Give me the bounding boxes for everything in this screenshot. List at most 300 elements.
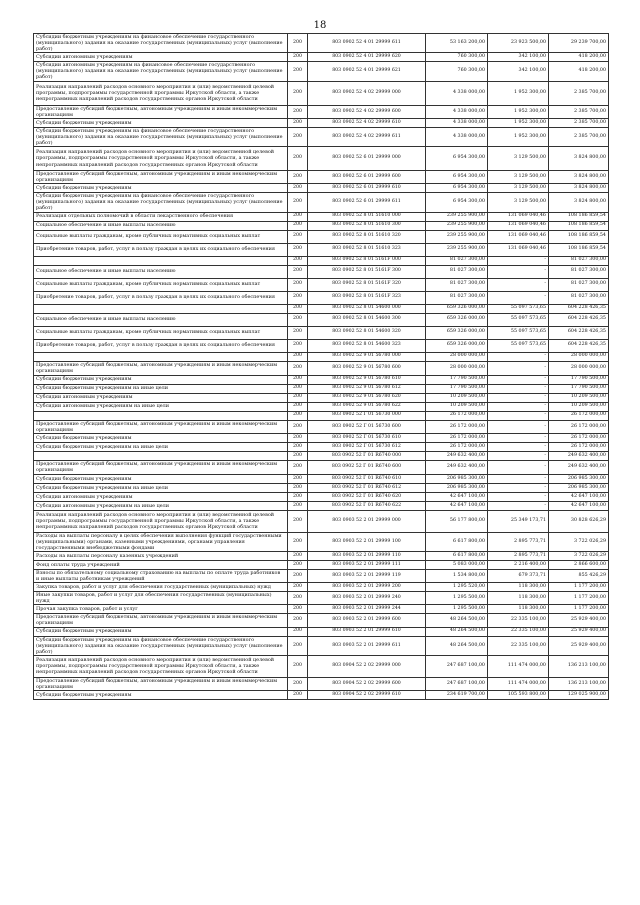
row-approved: 81 027 300,00	[426, 278, 488, 291]
row-executed: 55 097 573,65	[488, 313, 549, 326]
table-row	[34, 451, 609, 460]
table-row	[34, 243, 609, 256]
row-code: 200	[288, 492, 308, 501]
row-code: 200	[288, 147, 308, 171]
row-name: Предоставление субсидий бюджетным, автономным учреждениям и иным некоммерческим организациям	[34, 677, 288, 690]
row-approved: 659 326 000,00	[426, 304, 488, 313]
row-executed: 22 335 100,00	[488, 636, 549, 655]
row-remaining: 25 929 400,00	[549, 627, 609, 636]
row-executed: 131 069 040,46	[488, 230, 549, 243]
table-row	[34, 691, 609, 700]
row-remaining: 42 647 100,00	[549, 501, 609, 510]
row-classifier: 803 0903 52 2 01 29999 610	[308, 627, 426, 636]
row-remaining: 10 209 500,00	[549, 393, 609, 402]
row-classifier: 803 0902 52 8 01 5161F 300	[308, 265, 426, 278]
row-executed: 118 300,00	[488, 592, 549, 605]
row-code: 200	[288, 243, 308, 256]
row-executed: -	[488, 420, 549, 433]
row-classifier: 803 0902 52 4 02 29999 000	[308, 81, 426, 105]
row-executed: 679 373,71	[488, 569, 549, 582]
row-code: 200	[288, 393, 308, 402]
row-code: 200	[288, 677, 308, 690]
row-name: Субсидии бюджетным учреждениям	[34, 184, 288, 193]
row-code: 200	[288, 105, 308, 118]
row-approved: 81 027 300,00	[426, 256, 488, 265]
row-remaining: 28 000 000,00	[549, 352, 609, 361]
row-classifier: 803 0903 52 2 01 29999 200	[308, 583, 426, 592]
row-classifier: 803 0903 52 2 01 29999 119	[308, 569, 426, 582]
row-name: Субсидии бюджетным учреждениям	[34, 627, 288, 636]
row-classifier: 803 0902 52 8 01 54600 323	[308, 339, 426, 352]
row-approved: 206 985 300,00	[426, 474, 488, 483]
row-approved: 6 954 300,00	[426, 193, 488, 212]
row-approved: 247 687 100,00	[426, 677, 488, 690]
row-name: Субсидии автономным учреждениям	[34, 393, 288, 402]
row-code: 200	[288, 569, 308, 582]
table-row	[34, 433, 609, 442]
row-approved: 4 338 000,00	[426, 127, 488, 146]
row-name: Расходы на выплаты персоналу в целях обеспечения выполнения функций государственными (муниципальными) органами, казенными учреждениями, органами управления государственными внебюджетными фондами	[34, 532, 288, 551]
row-approved: 10 209 500,00	[426, 402, 488, 411]
row-approved: 249 632 400,00	[426, 460, 488, 474]
row-classifier: 803 0902 52 6 01 29999 600	[308, 171, 426, 184]
row-remaining: 1 177 200,00	[549, 583, 609, 592]
table-row	[34, 118, 609, 127]
row-remaining: 3 824 800,00	[549, 171, 609, 184]
row-name	[34, 304, 288, 313]
budget-table	[33, 33, 609, 700]
row-executed: -	[488, 265, 549, 278]
row-classifier: 803 0902 52 Г 01 R6740 000	[308, 451, 426, 460]
row-executed: 2 216 400,00	[488, 560, 549, 569]
table-row	[34, 583, 609, 592]
row-classifier: 803 0902 52 Г 01 R6740 622	[308, 501, 426, 510]
row-classifier: 803 0904 52 2 02 29999 610	[308, 691, 426, 700]
row-classifier: 803 0902 52 4 01 29999 620	[308, 53, 426, 62]
row-remaining: 29 239 700,00	[549, 34, 609, 53]
row-code: 200	[288, 352, 308, 361]
row-name: Взносы по обязательному социальному страхованию на выплаты по оплате труда работников и иные выплаты работникам учреждений	[34, 569, 288, 582]
row-approved: 6 954 300,00	[426, 184, 488, 193]
row-classifier: 803 0903 52 2 01 29999 611	[308, 636, 426, 655]
row-code: 200	[288, 627, 308, 636]
table-row	[34, 592, 609, 605]
table-row	[34, 81, 609, 105]
table-row	[34, 127, 609, 146]
table-row	[34, 147, 609, 171]
row-classifier: 803 0903 52 2 01 29999 110	[308, 551, 426, 560]
row-code: 200	[288, 592, 308, 605]
row-executed: -	[488, 501, 549, 510]
table-row	[34, 375, 609, 384]
row-name: Реализация направлений расходов основного мероприятия и (или) ведомственной целевой программы, подпрограммы государственной программы Иркутской области, а также непрограммных направлений расходов государственных органов Иркутской области	[34, 510, 288, 532]
row-executed: -	[488, 451, 549, 460]
row-name	[34, 256, 288, 265]
row-name: Приобретение товаров, работ, услуг в пользу граждан в целях их социального обеспечения	[34, 291, 288, 304]
table-row	[34, 212, 609, 221]
row-approved: 10 209 500,00	[426, 393, 488, 402]
table-row	[34, 483, 609, 492]
row-classifier: 803 0903 52 2 01 29999 100	[308, 532, 426, 551]
row-executed: -	[488, 393, 549, 402]
row-name: Субсидии автономным учреждениям	[34, 53, 288, 62]
row-remaining: 249 632 400,00	[549, 460, 609, 474]
row-remaining: 10 209 500,00	[549, 402, 609, 411]
row-remaining: 17 790 500,00	[549, 384, 609, 393]
row-code: 200	[288, 460, 308, 474]
row-classifier: 803 0902 52 8 01 5161F 323	[308, 291, 426, 304]
row-executed: 1 952 300,00	[488, 105, 549, 118]
row-classifier: 803 0902 52 9 01 56780 612	[308, 384, 426, 393]
table-row	[34, 313, 609, 326]
row-executed: 1 952 300,00	[488, 81, 549, 105]
row-name: Социальное обеспечение и иные выплаты населению	[34, 313, 288, 326]
table-row	[34, 304, 609, 313]
row-name: Субсидии бюджетным учреждениям на иные цели	[34, 384, 288, 393]
row-name: Субсидии автономным учреждениям на иные цели	[34, 501, 288, 510]
row-classifier: 803 0902 52 4 01 29999 621	[308, 62, 426, 81]
row-remaining: 2 385 700,00	[549, 105, 609, 118]
row-remaining: 855 426,29	[549, 569, 609, 582]
row-executed: 131 069 040,46	[488, 212, 549, 221]
row-remaining: 206 985 300,00	[549, 483, 609, 492]
row-executed: 22 335 100,00	[488, 614, 549, 627]
row-executed: -	[488, 352, 549, 361]
row-executed: -	[488, 492, 549, 501]
table-row	[34, 53, 609, 62]
row-executed: -	[488, 256, 549, 265]
row-name: Субсидии бюджетным учреждениям на иные цели	[34, 442, 288, 451]
row-approved: 42 647 100,00	[426, 501, 488, 510]
row-classifier: 803 0902 52 Г 01 R6740 610	[308, 474, 426, 483]
row-executed: 25 349 173,71	[488, 510, 549, 532]
row-approved: 206 985 300,00	[426, 483, 488, 492]
table-row	[34, 326, 609, 339]
row-classifier: 803 0902 52 9 01 56780 000	[308, 352, 426, 361]
row-executed: 342 100,00	[488, 62, 549, 81]
row-code: 200	[288, 212, 308, 221]
row-remaining: 3 824 800,00	[549, 184, 609, 193]
table-row	[34, 420, 609, 433]
row-code: 200	[288, 442, 308, 451]
row-classifier: 803 0902 52 4 02 29999 600	[308, 105, 426, 118]
row-remaining: 42 647 100,00	[549, 492, 609, 501]
row-executed: -	[488, 402, 549, 411]
row-code: 200	[288, 34, 308, 53]
row-executed: 342 100,00	[488, 53, 549, 62]
row-code: 200	[288, 411, 308, 420]
row-remaining: 25 929 400,00	[549, 614, 609, 627]
row-classifier: 803 0903 52 2 01 29999 244	[308, 605, 426, 614]
row-remaining: 81 027 300,00	[549, 256, 609, 265]
row-approved: 249 632 400,00	[426, 451, 488, 460]
row-executed: 3 129 500,00	[488, 193, 549, 212]
row-code: 200	[288, 433, 308, 442]
row-remaining: 25 929 400,00	[549, 636, 609, 655]
row-name: Предоставление субсидий бюджетным, автономным учреждениям и иным некоммерческим организациям	[34, 614, 288, 627]
table-row	[34, 184, 609, 193]
row-name: Субсидии автономным учреждениям	[34, 492, 288, 501]
row-executed: -	[488, 460, 549, 474]
table-row	[34, 510, 609, 532]
table-row	[34, 492, 609, 501]
row-classifier: 803 0902 52 Г 01 R6740 612	[308, 483, 426, 492]
row-approved: 48 264 500,00	[426, 614, 488, 627]
row-name: Субсидии автономным учреждениям на финансовое обеспечение государственного (муниципального) задания на оказание государственных (муниципальных) услуг (выполнение работ)	[34, 62, 288, 81]
row-name: Социальные выплаты гражданам, кроме публичных нормативных социальных выплат	[34, 326, 288, 339]
row-remaining: 604 228 426,35	[549, 326, 609, 339]
row-code: 200	[288, 193, 308, 212]
row-remaining: 136 213 100,00	[549, 655, 609, 677]
row-name: Субсидии автономным учреждениям на иные цели	[34, 402, 288, 411]
table-row	[34, 193, 609, 212]
row-classifier: 803 0902 52 8 01 54600 300	[308, 313, 426, 326]
row-remaining: 2 385 700,00	[549, 127, 609, 146]
row-classifier: 803 0902 52 8 01 51610 320	[308, 230, 426, 243]
row-remaining: 81 027 300,00	[549, 291, 609, 304]
row-name: Субсидии бюджетным учреждениям на финансовое обеспечение государственного (муниципального) задания на оказание государственных (муниципальных) услуг (выполнение работ)	[34, 193, 288, 212]
row-executed: 2 895 773,71	[488, 551, 549, 560]
row-approved: 56 177 800,00	[426, 510, 488, 532]
row-approved: 28 000 000,00	[426, 352, 488, 361]
row-name: Расходы на выплаты персоналу казенных учреждений	[34, 551, 288, 560]
row-code: 200	[288, 118, 308, 127]
row-approved: 4 338 000,00	[426, 118, 488, 127]
row-code: 200	[288, 313, 308, 326]
row-name: Субсидии бюджетным учреждениям	[34, 433, 288, 442]
row-name: Реализация направлений расходов основного мероприятия и (или) ведомственной целевой программы, подпрограммы государственной программы Иркутской области, а также непрограммных направлений расходов государственных органов Иркутской области	[34, 147, 288, 171]
table-row	[34, 677, 609, 690]
row-classifier: 803 0902 52 Г 01 56730 000	[308, 411, 426, 420]
row-approved: 42 647 100,00	[426, 492, 488, 501]
row-executed: 3 129 500,00	[488, 184, 549, 193]
row-name: Предоставление субсидий бюджетным, автономным учреждениям и иным некоммерческим организациям	[34, 171, 288, 184]
row-classifier: 803 0902 52 6 01 29999 610	[308, 184, 426, 193]
table-row	[34, 352, 609, 361]
table-row	[34, 627, 609, 636]
row-code: 200	[288, 171, 308, 184]
row-executed: 3 129 500,00	[488, 147, 549, 171]
table-row	[34, 636, 609, 655]
row-executed: 118 300,00	[488, 583, 549, 592]
table-row	[34, 655, 609, 677]
row-approved: 659 326 000,00	[426, 313, 488, 326]
row-approved: 239 255 900,00	[426, 221, 488, 230]
row-code: 200	[288, 474, 308, 483]
table-row	[34, 560, 609, 569]
table-row	[34, 614, 609, 627]
row-approved: 5 083 000,00	[426, 560, 488, 569]
table-row	[34, 569, 609, 582]
row-executed: 22 335 100,00	[488, 627, 549, 636]
row-classifier: 803 0903 52 2 01 29999 111	[308, 560, 426, 569]
table-row	[34, 105, 609, 118]
row-executed: 2 895 773,71	[488, 532, 549, 551]
table-row	[34, 339, 609, 352]
row-classifier: 803 0902 52 8 01 51610 323	[308, 243, 426, 256]
row-name: Субсидии бюджетным учреждениям	[34, 375, 288, 384]
row-remaining: 3 722 026,29	[549, 532, 609, 551]
row-code: 200	[288, 291, 308, 304]
row-name: Предоставление субсидий бюджетным, автономным учреждениям и иным некоммерческим организациям	[34, 105, 288, 118]
row-name: Иные закупки товаров, работ и услуг для обеспечения государственных (муниципальных) нужд	[34, 592, 288, 605]
row-name: Предоставление субсидий бюджетным, автономным учреждениям и иным некоммерческим организациям	[34, 361, 288, 375]
row-name	[34, 352, 288, 361]
table-row	[34, 221, 609, 230]
row-approved: 1 295 520,00	[426, 583, 488, 592]
row-approved: 26 172 000,00	[426, 411, 488, 420]
row-classifier: 803 0902 52 4 02 29999 610	[308, 118, 426, 127]
row-executed: 1 952 300,00	[488, 118, 549, 127]
row-approved: 53 163 200,00	[426, 34, 488, 53]
row-code: 200	[288, 510, 308, 532]
row-remaining: 2 385 700,00	[549, 81, 609, 105]
row-remaining: 2 866 600,00	[549, 560, 609, 569]
table-row	[34, 474, 609, 483]
table-row	[34, 532, 609, 551]
row-code: 200	[288, 184, 308, 193]
row-classifier: 803 0902 52 9 01 56780 620	[308, 393, 426, 402]
row-approved: 6 954 300,00	[426, 171, 488, 184]
row-remaining: 108 186 859,54	[549, 243, 609, 256]
row-name: Субсидии бюджетным учреждениям	[34, 691, 288, 700]
row-code: 200	[288, 81, 308, 105]
table-row	[34, 278, 609, 291]
row-approved: 234 619 700,00	[426, 691, 488, 700]
row-code: 200	[288, 256, 308, 265]
row-name: Социальное обеспечение и иные выплаты населению	[34, 221, 288, 230]
row-classifier: 803 0903 52 2 01 29999 600	[308, 614, 426, 627]
row-code: 200	[288, 614, 308, 627]
row-classifier: 803 0902 52 8 01 54600 320	[308, 326, 426, 339]
row-code: 200	[288, 326, 308, 339]
row-remaining: 26 172 000,00	[549, 433, 609, 442]
row-remaining: 3 824 800,00	[549, 193, 609, 212]
row-remaining: 206 985 300,00	[549, 474, 609, 483]
row-code: 200	[288, 583, 308, 592]
table-row	[34, 62, 609, 81]
row-executed: 131 069 040,46	[488, 243, 549, 256]
row-classifier: 803 0902 52 Г 01 R6740 620	[308, 492, 426, 501]
row-name: Реализация отдельных полномочий в области лекарственного обеспечения	[34, 212, 288, 221]
row-classifier: 803 0902 52 8 01 5161F 320	[308, 278, 426, 291]
row-approved: 6 617 800,00	[426, 532, 488, 551]
row-approved: 239 255 900,00	[426, 212, 488, 221]
row-executed: -	[488, 291, 549, 304]
row-remaining: 1 177 200,00	[549, 592, 609, 605]
row-classifier: 803 0902 52 9 01 56780 600	[308, 361, 426, 375]
row-name: Субсидии бюджетным учреждениям на иные цели	[34, 483, 288, 492]
row-name: Субсидии бюджетным учреждениям	[34, 474, 288, 483]
row-executed: -	[488, 483, 549, 492]
row-code: 200	[288, 375, 308, 384]
row-remaining: 604 228 426,35	[549, 313, 609, 326]
row-classifier: 803 0904 52 2 02 29999 600	[308, 677, 426, 690]
table-row	[34, 460, 609, 474]
row-code: 200	[288, 384, 308, 393]
row-remaining: 81 027 300,00	[549, 278, 609, 291]
row-remaining: 3 722 026,29	[549, 551, 609, 560]
row-approved: 760 300,00	[426, 53, 488, 62]
row-remaining: 249 632 400,00	[549, 451, 609, 460]
row-executed: 55 097 573,65	[488, 326, 549, 339]
row-code: 200	[288, 605, 308, 614]
row-name: Субсидии бюджетным учреждениям на финансовое обеспечение государственного (муниципального) задания на оказание государственных (муниципальных) услуг (выполнение работ)	[34, 636, 288, 655]
table-row	[34, 393, 609, 402]
row-classifier: 803 0903 52 2 01 29999 000	[308, 510, 426, 532]
row-remaining: 81 027 300,00	[549, 265, 609, 278]
row-classifier: 803 0902 52 8 01 54600 000	[308, 304, 426, 313]
row-code: 200	[288, 551, 308, 560]
row-approved: 659 326 000,00	[426, 339, 488, 352]
row-executed: -	[488, 361, 549, 375]
row-approved: 1 295 500,00	[426, 605, 488, 614]
row-name: Субсидии бюджетным учреждениям на финансовое обеспечение государственного (муниципального) задания на оказание государственных (муниципальных) услуг (выполнение работ)	[34, 34, 288, 53]
row-remaining: 17 790 500,00	[549, 375, 609, 384]
row-code: 200	[288, 221, 308, 230]
row-classifier: 803 0902 52 9 01 56780 610	[308, 375, 426, 384]
row-approved: 17 790 500,00	[426, 384, 488, 393]
table-row	[34, 384, 609, 393]
row-name: Реализация направлений расходов основного мероприятия и (или) ведомственной целевой программы, подпрограммы государственной программы Иркутской области, а также непрограммных направлений расходов государственных органов Иркутской области	[34, 655, 288, 677]
row-executed: -	[488, 278, 549, 291]
row-code: 200	[288, 691, 308, 700]
row-executed: 111 474 000,00	[488, 677, 549, 690]
table-row	[34, 230, 609, 243]
row-classifier: 803 0902 52 8 01 51610 000	[308, 212, 426, 221]
row-executed: -	[488, 384, 549, 393]
row-name: Прочая закупка товаров, работ и услуг	[34, 605, 288, 614]
row-classifier: 803 0902 52 6 01 29999 611	[308, 193, 426, 212]
row-executed: 23 923 500,00	[488, 34, 549, 53]
row-approved: 1 295 500,00	[426, 592, 488, 605]
row-remaining: 26 172 000,00	[549, 442, 609, 451]
row-approved: 26 172 000,00	[426, 420, 488, 433]
row-name: Предоставление субсидий бюджетным, автономным учреждениям и иным некоммерческим организациям	[34, 420, 288, 433]
row-classifier: 803 0903 52 2 01 29999 240	[308, 592, 426, 605]
row-name: Фонд оплаты труда учреждений	[34, 560, 288, 569]
table-row	[34, 501, 609, 510]
row-code: 200	[288, 501, 308, 510]
row-classifier: 803 0902 52 Г 01 56730 610	[308, 433, 426, 442]
table-row	[34, 442, 609, 451]
row-executed: -	[488, 433, 549, 442]
row-classifier: 803 0902 52 4 02 29999 611	[308, 127, 426, 146]
row-approved: 4 338 000,00	[426, 105, 488, 118]
row-remaining: 3 824 800,00	[549, 147, 609, 171]
page-number: 18	[313, 20, 327, 31]
row-remaining: 418 200,00	[549, 53, 609, 62]
row-code: 200	[288, 451, 308, 460]
table-row	[34, 402, 609, 411]
row-code: 200	[288, 655, 308, 677]
row-code: 200	[288, 420, 308, 433]
row-approved: 4 338 000,00	[426, 81, 488, 105]
row-executed: -	[488, 411, 549, 420]
row-executed: -	[488, 474, 549, 483]
row-executed: 55 097 573,65	[488, 339, 549, 352]
row-remaining: 108 186 859,54	[549, 212, 609, 221]
row-name: Субсидии бюджетным учреждениям на финансовое обеспечение государственного (муниципального) задания на оказание государственных (муниципальных) услуг (выполнение работ)	[34, 127, 288, 146]
row-code: 200	[288, 483, 308, 492]
row-remaining: 108 186 859,54	[549, 221, 609, 230]
row-approved: 17 790 500,00	[426, 375, 488, 384]
row-executed: 111 474 000,00	[488, 655, 549, 677]
row-executed: 55 097 573,65	[488, 304, 549, 313]
row-approved: 1 534 800,00	[426, 569, 488, 582]
row-approved: 81 027 300,00	[426, 265, 488, 278]
table-row	[34, 605, 609, 614]
